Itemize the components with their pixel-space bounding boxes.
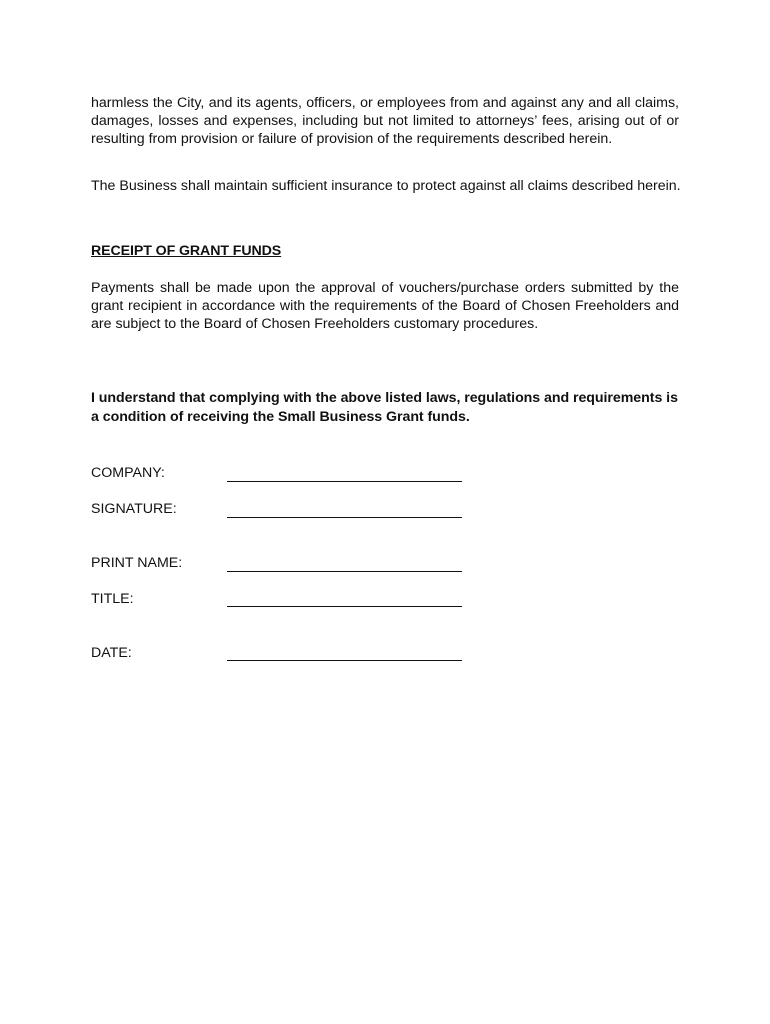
signature-label: SIGNATURE:: [91, 501, 177, 517]
print-name-line[interactable]: [227, 571, 462, 572]
company-label: COMPANY:: [91, 465, 165, 481]
section-heading-receipt-of-grant-funds: RECEIPT OF GRANT FUNDS: [91, 243, 282, 259]
acknowledgement-statement: I understand that complying with the above listed laws, regulations and requirements is a condition of receiving the Small Business Grant funds.: [91, 390, 678, 425]
title-line[interactable]: [227, 606, 462, 607]
company-signature-line[interactable]: [227, 481, 462, 482]
title-label: TITLE:: [91, 591, 134, 607]
date-line[interactable]: [227, 660, 462, 661]
payments-paragraph: Payments shall be made upon the approval of vouchers/purchase orders submitted by the grant recipient in accordance with the requirements of the Board of Chosen Freeholders and are subject to the Board of Chosen Freeholders customary procedures.: [91, 280, 679, 333]
print-name-label: PRINT NAME:: [91, 555, 183, 571]
signature-line[interactable]: [227, 517, 462, 518]
insurance-paragraph: The Business shall maintain sufficient insurance to protect against all claims described herein.: [91, 178, 681, 194]
date-label: DATE:: [91, 645, 132, 661]
indemnification-paragraph: harmless the City, and its agents, officers, or employees from and against any and all claims, damages, losses and expenses, including but not limited to attorneys’ fees, arising out of or resulting from provision or failure of provision of the requirements described herein.: [91, 95, 679, 148]
